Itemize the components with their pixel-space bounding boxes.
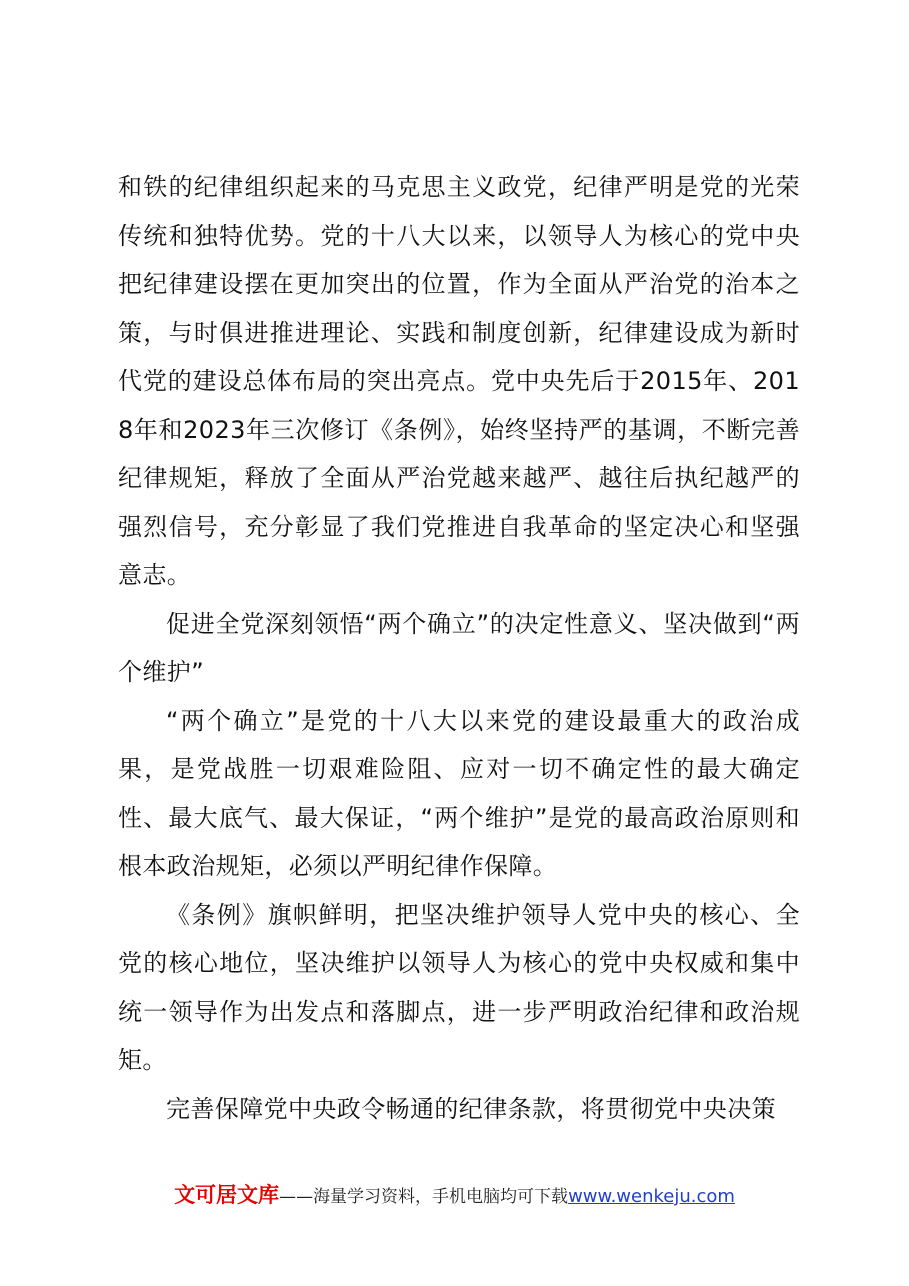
section-heading: 促进全党深刻领悟“两个确立”的决定性意义、坚决做到“两个维护”	[118, 609, 800, 686]
footer-brand: 文可居文库	[174, 1183, 280, 1207]
paragraph: 完善保障党中央政令畅通的纪律条款，将贯彻党中央决策	[166, 1094, 776, 1123]
page-footer	[0, 1180, 909, 1212]
paragraph-continuation: 和铁的纪律组织起来的马克思主义政党，纪律严明是党的光荣传统和独特优势。党的十八大以来，以领导人为核心的党中央把纪律建设摆在更加突出的位置，作为全面从严治党的治本之策，与时俱进推进理论、实践和制度创新，纪律建设成为新时代党的建设总体布局的突出亮点。党中央先后于2015年、2018年和2023年三次修订《条例》，始终坚持严的基调，不断完善纪律规矩，释放了全面从严治党越来越严、越往后执纪越严的强烈信号，充分彰显了我们党推进自我革命的坚定决心和坚强意志。	[118, 173, 800, 589]
paragraph: “两个确立”是党的十八大以来党的建设最重大的政治成果，是党战胜一切艰难险阻、应对一切不确定性的最大确定性、最大底气、最大保证，“两个维护”是党的最高政治原则和根本政治规矩，必须以严明纪律作保障。	[118, 706, 800, 880]
document-body	[118, 163, 800, 1133]
footer-link[interactable]: www.wenkeju.com	[568, 1186, 735, 1207]
paragraph: 《条例》旗帜鲜明，把坚决维护领导人党中央的核心、全党的核心地位，坚决维护以领导人为核心的党中央权威和集中统一领导作为出发点和落脚点，进一步严明政治纪律和政治规矩。	[118, 900, 800, 1074]
footer-tagline: ——海量学习资料，手机电脑均可下载	[279, 1187, 569, 1207]
